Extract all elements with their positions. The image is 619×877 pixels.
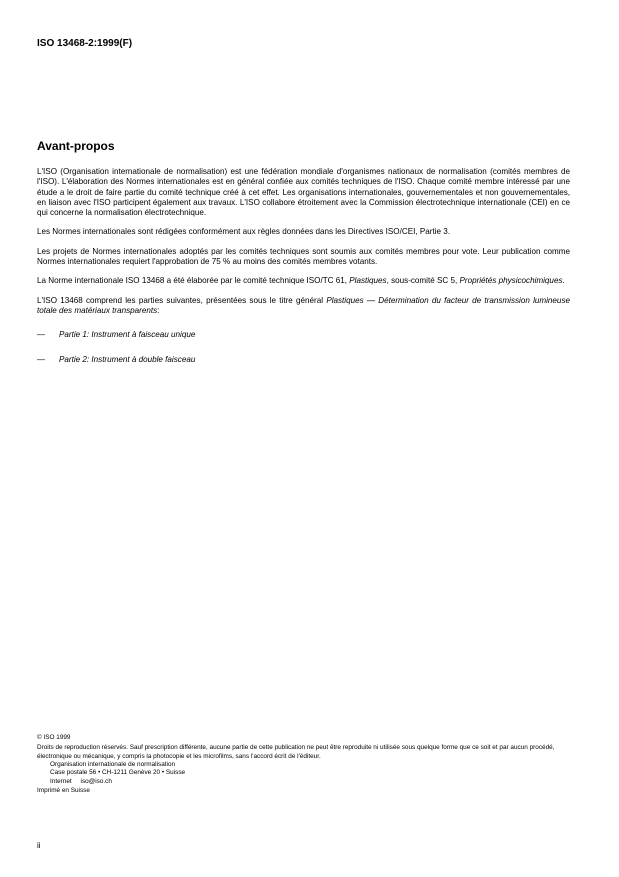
list-dash: — (37, 354, 46, 364)
paragraph-voting: Les projets de Normes internationales adoptés par les comités techniques sont soumis aux comités membres pour vote. Leur publication comme Normes internationales requiert l'approbation de 75 % au moins des comités membres votants. (37, 246, 570, 267)
parts-text-c: : (157, 305, 160, 315)
printed-in: Imprimé en Suisse (37, 786, 90, 794)
address-block (37, 761, 582, 786)
copyright-footer (37, 734, 582, 795)
committee-text-c: , sous-comité SC 5, (386, 276, 460, 286)
paragraph-committee (37, 276, 570, 286)
section-title: Avant-propos (37, 139, 115, 153)
committee-name-plastiques: Plastiques (349, 276, 387, 286)
list-item (37, 330, 570, 340)
page-number: ii (37, 841, 41, 850)
list-item-text: Partie 2: Instrument à double faisceau (59, 354, 196, 364)
subcommittee-name: Propriétés physicochimiques (459, 276, 563, 286)
committee-text-a: La Norme internationale ISO 13468 a été élaborée par le comité technique ISO/TC 61, (37, 276, 350, 286)
general-title: Plastiques — Détermination du facteur de transmission lumineuse totale des matériaux transparents (37, 295, 570, 315)
internet-contact: Internet iso@iso.ch (50, 777, 112, 785)
paragraph-parts (37, 296, 570, 317)
list-dash: — (37, 330, 46, 340)
paragraph-iso-intro: L'ISO (Organisation internationale de normalisation) est une fédération mondiale d'organismes nationaux de normalisation (comités membres de l'ISO). L'élaboration des Normes internationales est en général confiée aux comités techniques de l'ISO. Chaque comité membre intéressé par une étude a le droit de faire partie du comité technique créé à cet effet. Les organisations internationales, gouvernementales et non gouvernementales, en liaison avec l'ISO participent également aux travaux. L'ISO collabore étroitement avec la Commission électrotechnique internationale (CEI) en ce qui concerne la normalisation électrotechnique. (37, 167, 570, 218)
postal-address: Case postale 56 • CH-1211 Genève 20 • Suisse (50, 769, 186, 777)
list-item-text: Partie 1: Instrument à faisceau unique (59, 330, 196, 340)
parts-text-a: L'ISO 13468 comprend les parties suivantes, présentées sous le titre général (37, 295, 327, 305)
paragraph-directives: Les Normes internationales sont rédigées conformément aux règles données dans les Directives ISO/CEI, Partie 3. (37, 227, 450, 237)
copyright-notice: © ISO 1999 (37, 734, 71, 741)
foreword-body (37, 167, 570, 379)
organisation-name: Organisation internationale de normalisation (50, 761, 176, 769)
list-item (37, 355, 570, 365)
rights-statement: Droits de reproduction réservés. Sauf prescription différente, aucune partie de cette publication ne peut être reproduite ni utilisée sous quelque forme que ce soit et par aucun procédé, électronique ou mécanique, y compris la photocopie et les microfilms, sans l'accord écrit de l'éditeur. (37, 744, 555, 760)
committee-text-e: . (562, 276, 565, 286)
document-identifier: ISO 13468-2:1999(F) (37, 38, 133, 49)
